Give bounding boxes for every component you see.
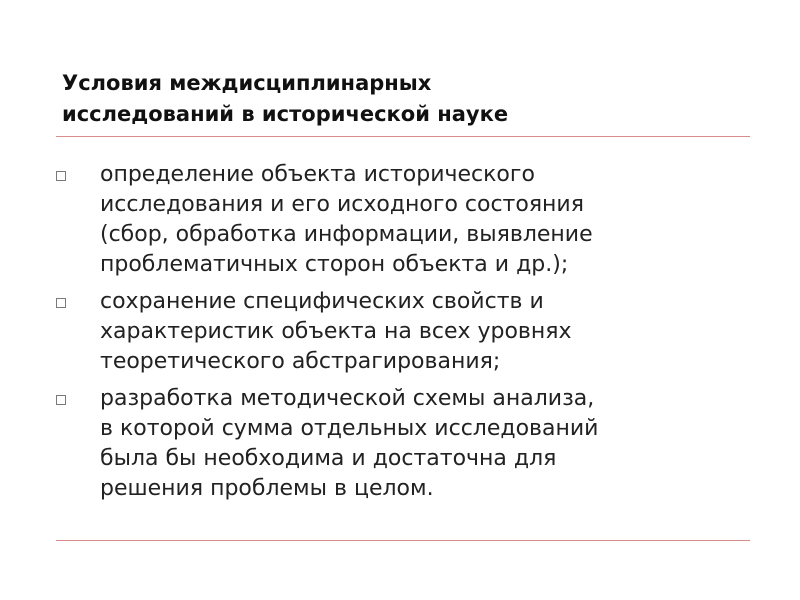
list-item-text: определение объекта исторического исследования и его исходного состояния (сбор, обработка информации, выявление проблематичных сторон объекта и др.);: [100, 162, 593, 277]
bullet-list: [54, 160, 754, 511]
list-item: [54, 160, 754, 280]
square-bullet-icon: [56, 171, 66, 181]
square-bullet-icon: [56, 395, 66, 405]
list-item-text: разработка методической схемы анализа, в которой сумма отдельных исследований была бы необходима и достаточна для решения проблемы в целом.: [100, 386, 599, 501]
title-divider: [56, 136, 750, 137]
slide-title: Условия междисциплинарных исследований в исторической науке: [62, 71, 509, 126]
list-item-text: сохранение специфических свойств и характеристик объекта на всех уровнях теоретического абстрагирования;: [100, 289, 572, 374]
list-item: [54, 287, 754, 377]
square-bullet-icon: [56, 298, 66, 308]
list-item: [54, 384, 754, 504]
footer-divider: [56, 540, 750, 541]
